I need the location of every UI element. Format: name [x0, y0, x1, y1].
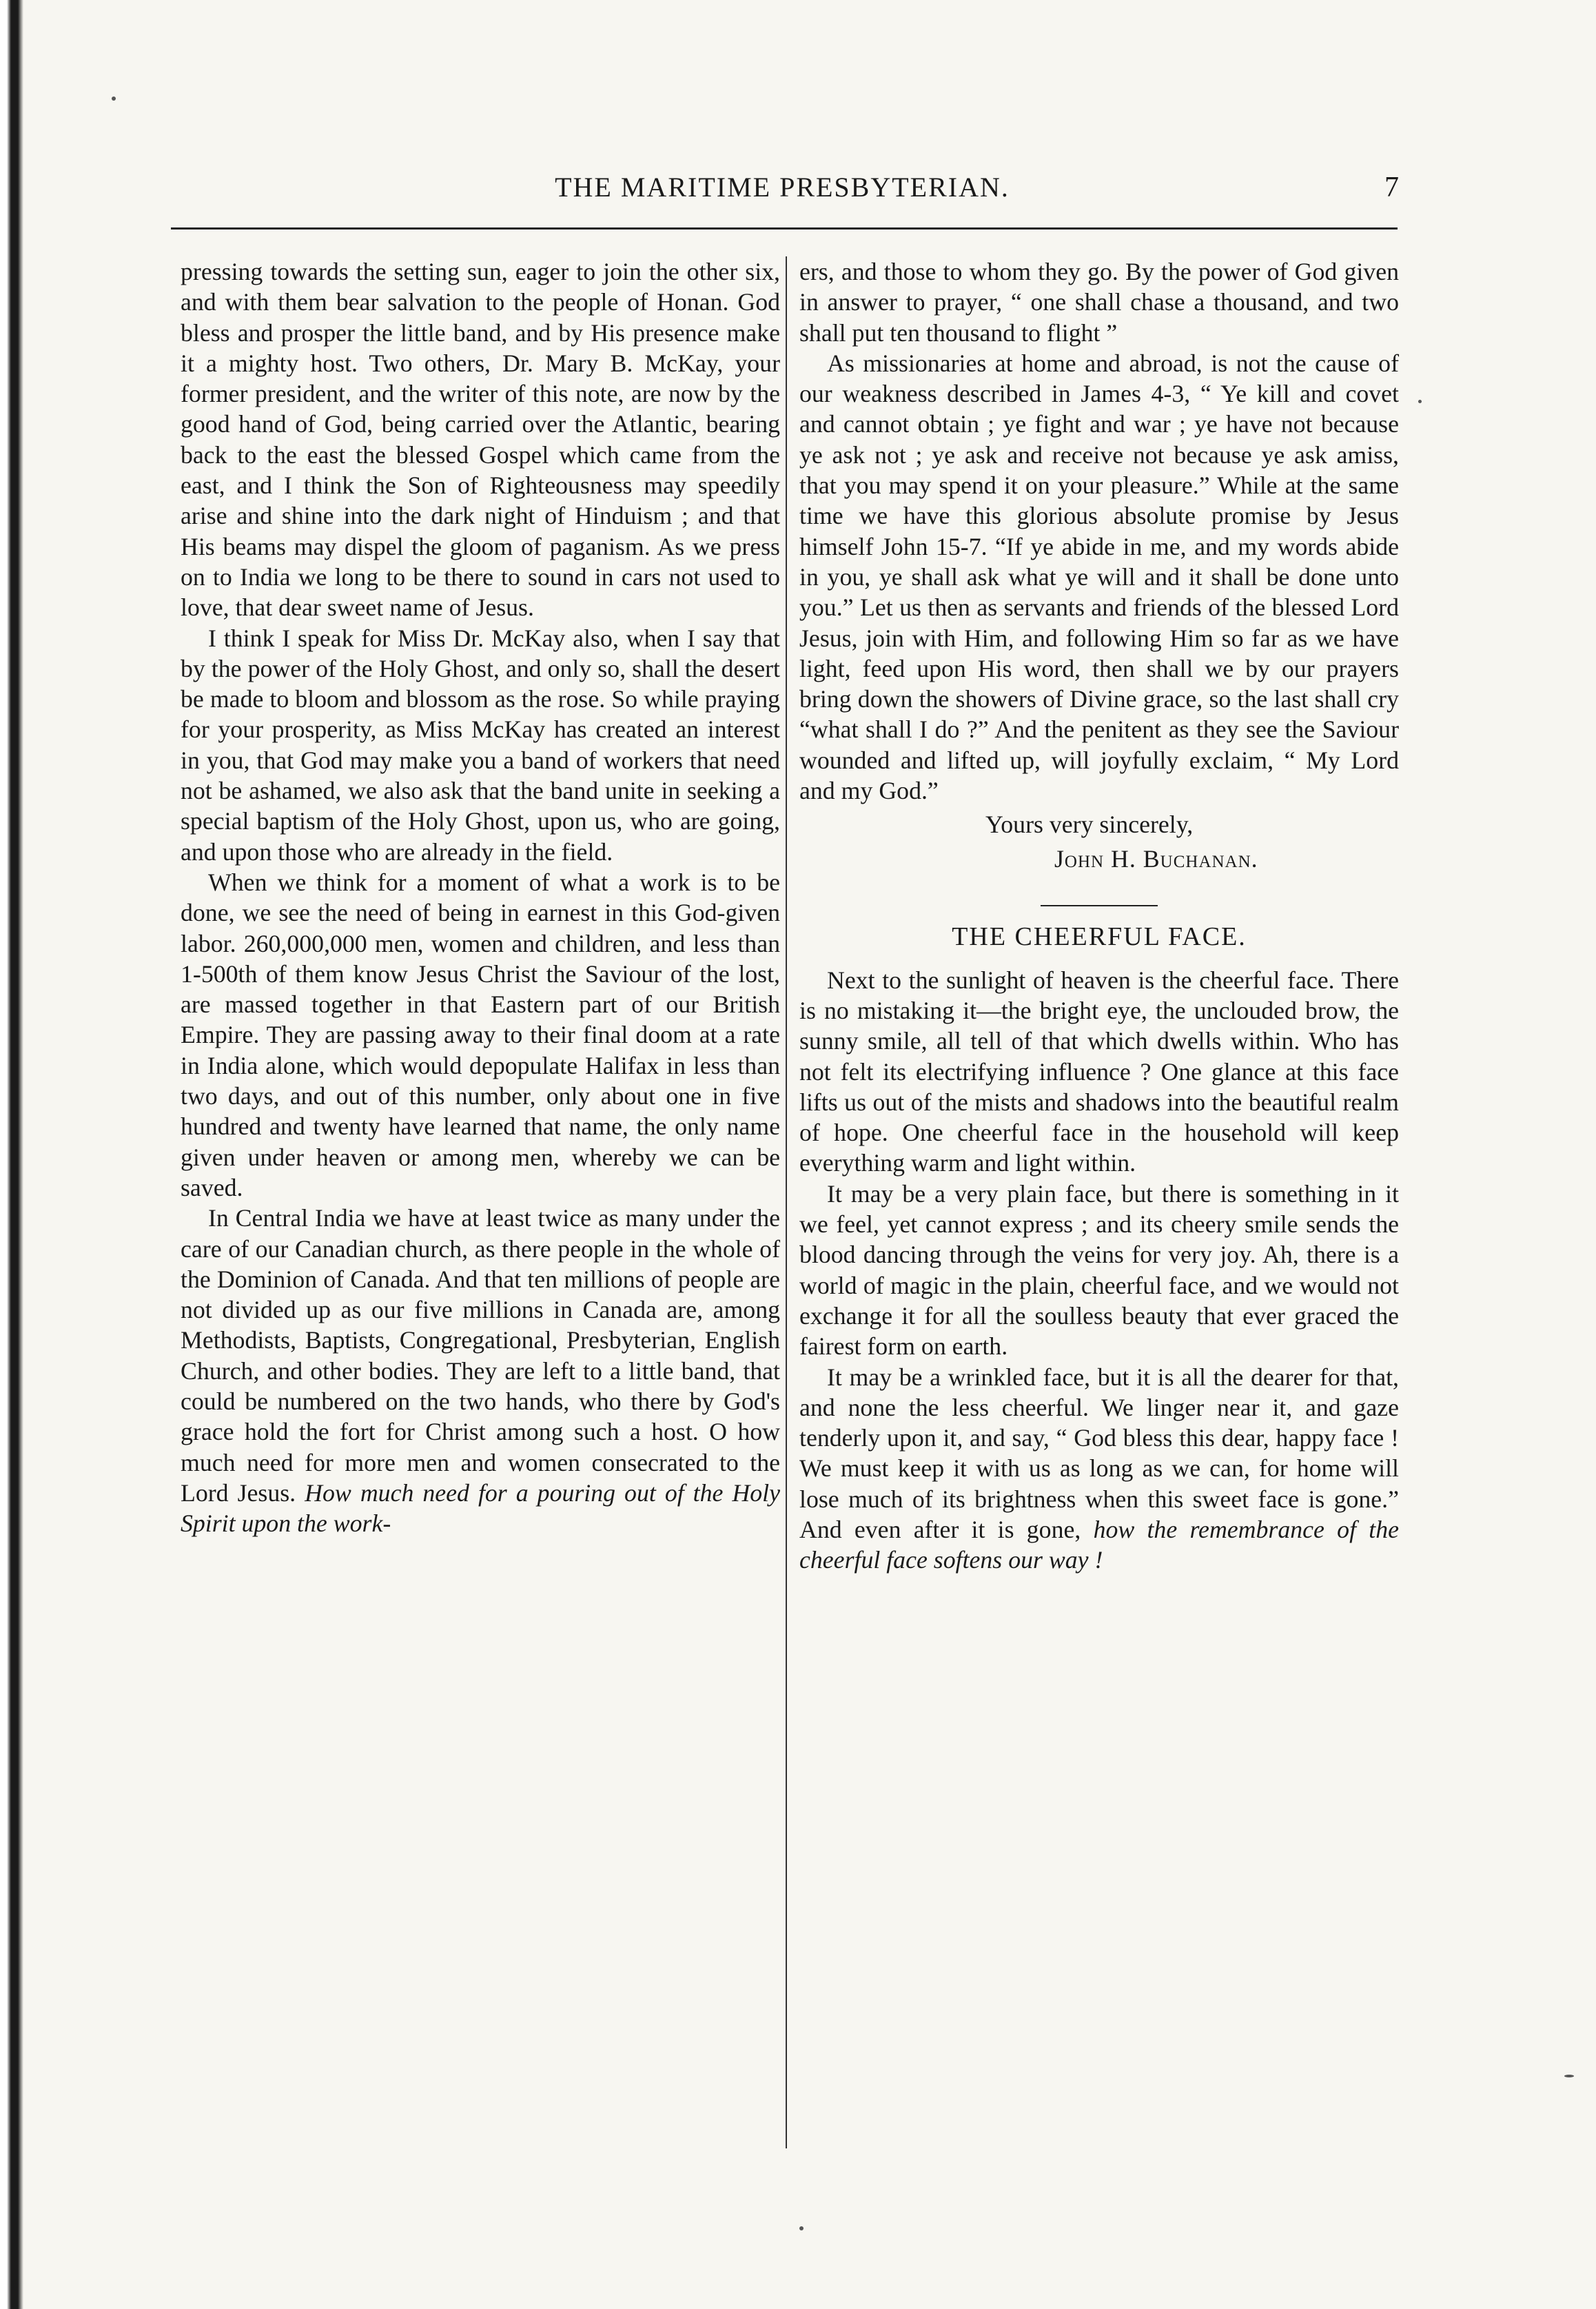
ink-speck: [1418, 400, 1422, 403]
ink-speck: [799, 2226, 804, 2230]
paragraph: Next to the sunlight of heaven is the cheerful face. There is no mistaking it—the bright eye, the unclouded brow, the sunny smile, all tell of that which dwells within. Who has not felt its electrifying influence ? One glance at this face lifts us out of the mists and shadows into the beautiful realm of hope. One cheerful face in the household will keep everything warm and light within.: [799, 966, 1399, 1177]
paragraph-text: It may be a wrinkled face, but it is all the dearer for that, and none the less cheerful. We linger near it, and gaze tenderly upon it, and say, “ God bless this dear, happy face ! We must keep it with us as long as we can, for home will lose much of its brightness when this sweet face is gone.” And even after it is gone,: [799, 1363, 1399, 1543]
ink-speck: [1564, 2075, 1574, 2077]
ink-speck: [112, 96, 116, 101]
page-number: 7: [1384, 172, 1399, 203]
paragraph: ers, and those to whom they go. By the power of God given in answer to prayer, “ one shall chase a thousand, and two shall put ten thousand to flight ”: [799, 258, 1399, 347]
header-rule: [171, 227, 1398, 230]
section-title: THE CHEERFUL FACE.: [952, 922, 1247, 952]
paragraph: It may be a very plain face, but there is something in it we feel, yet cannot express ; and its cheery smile sends the blood dancing through the veins for very joy. Ah, there is a world of magic in the plain, cheerful face, and we would not exchange it for all the soulless beauty that ever graced the fairest form on earth.: [799, 1179, 1399, 1361]
column-divider: [786, 256, 787, 2148]
letter-signature: John H. Buchanan.: [1054, 845, 1258, 873]
section-rule: [1041, 905, 1158, 906]
paragraph: pressing towards the setting sun, eager to join the other six, and with them bear salvation to the people of Honan. God bless and prosper the little band, and by His presence make it a mighty host. Two others, Dr. Mary B. McKay, your former president, and the writer of this note, are now by the good hand of God, being carried over the Atlantic, bearing back to the east the blessed Gospel which came from the east, and I think the Son of Righteousness may speedily arise and shine into the dark night of Hinduism ; and that His beams may dispel the gloom of paganism. As we press on to India we long to be there to sound in cars not used to love, that dear sweet name of Jesus.: [181, 258, 780, 622]
letter-closing: Yours very sincerely,: [985, 811, 1194, 839]
paragraph: [799, 1362, 1399, 1576]
right-column: [799, 256, 1399, 2145]
italic-text: how the remembrance of the cheerful face softens our way !: [799, 1515, 1400, 1574]
paragraph: I think I speak for Miss Dr. McKay also, when I say that by the power of the Holy Ghost, and only so, shall the desert be made to bloom and blossom as the rose. So while praying for your prosperity, as Miss McKay has created an interest in you, that God may make you a band of workers that need not be ashamed, we also ask that the band unite in seeking a special baptism of the Holy Ghost, upon us, who are going, and upon those who are already in the field.: [181, 624, 780, 866]
paragraph-text: In Central India we have at least twice as many under the care of our Canadian church, as there people in the whole of the Dominion of Canada. And that ten millions of people are not divided up as our five millions in Canada are, among Methodists, Baptists, Congregational, Presbyterian, English Church, and other bodies. They are left to a little band, that could be numbered on the two hands, who there by God's grace hold the fort for Christ among such a host. O how much need for more men and women consecrated to the Lord Jesus.: [181, 1204, 780, 1507]
page-header: [165, 171, 1399, 212]
page-binding-edge: [0, 0, 34, 2309]
italic-text: How much need for a pouring out of the Holy Spirit upon the work-: [181, 1478, 781, 1538]
running-title: THE MARITIME PRESBYTERIAN.: [555, 172, 1010, 203]
paragraph: As missionaries at home and abroad, is not the cause of our weakness described in James 4-3, “ Ye kill and covet and cannot obtain ; ye fight and war ; ye have not because ye ask not ; ye ask and receive not because ye ask amiss, that you may spend it on your pleasure.” While at the same time we have this glorious absolute promise by Jesus himself John 15-7. “If ye abide in me, and my words abide in you, ye shall ask what ye will and it shall be done unto you.” Let us then as servants and friends of the blessed Lord Jesus, join with Him, and following Him so far as we have light, feed upon His word, then shall we by our prayers bring down the showers of Divine grace, so the last shall cry “what shall I do ?” And the penitent as they see the Saviour wounded and lifted up, will joyfully exclaim, “ My Lord and my God.”: [799, 349, 1399, 805]
paragraph: [181, 1203, 780, 1538]
paragraph: When we think for a moment of what a work is to be done, we see the need of being in earnest in this God-given labor. 260,000,000 men, women and children, and less than 1-500th of them know Jesus Christ the Saviour of the lost, are massed together in that Eastern part of our British Empire. They are passing away to their final doom at a rate in India alone, which would depopulate Halifax in less than two days, and out of this number, only about one in five hundred and twenty have learned that name, the only name given under heaven or among men, whereby we can be saved.: [181, 868, 780, 1201]
left-column: [181, 256, 780, 2145]
